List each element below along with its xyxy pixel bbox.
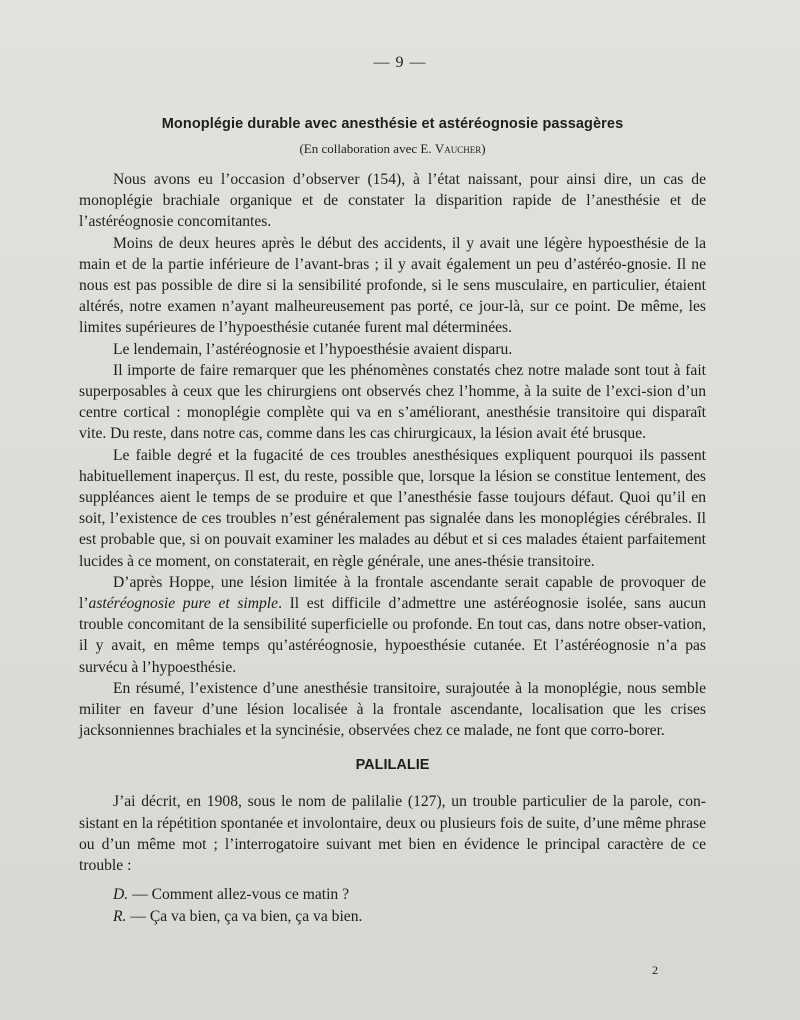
section-title-palilalie: PALILALIE	[355, 757, 430, 774]
signature-mark: 2	[652, 963, 658, 977]
dialog	[79, 884, 706, 928]
paragraph: En résumé, l’existence d’une anesthésie transitoire, surajoutée à la monoplégie, nous semble militer en faveur d’une lésion localisée à la frontale ascendante, localisation que les crises jacksonniennes brachiales et la syncinésie, observées chez ce malade, ne font que corro-borer.	[79, 679, 706, 740]
paragraph: Moins de deux heures après le début des accidents, il y avait une légère hypoesthésie de la main et de la partie inférieure de l’avant-bras ; il y avait également un peu d’astéréo-gnosie. Il ne nous est pas possible de dire si la sensibilité profonde, si le sens musculaire, en particulier, étaient altérés, notre examen n’ayant malheureusement pas porté, ce jour-là, sur ce point. De même, les limites supérieures de l’hypoesthésie cutanée furent mal déterminées.	[79, 234, 706, 337]
dialog-line	[79, 906, 706, 928]
dialog-text: — Ça va bien, ça va bien, ça va bien.	[126, 908, 363, 926]
paragraph: Nous avons eu l’occasion d’observer (154), à l’état naissant, pour ainsi dire, un cas de monoplégie brachiale organique et de constater la disparition rapide de l’anesthésie et de l’astéréognosie concomitantes.	[79, 171, 706, 231]
paragraph: Il importe de faire remarquer que les phénomènes constatés chez notre malade sont tout à fait superposables à ceux que les chirurgiens ont observés chez l’homme, à la suite de l’exci-sion d’un centre cortical : monoplégie complète qui va en s’améliorant, anesthésie transitoire qui disparaît vite. Du reste, dans notre cas, comme dans les cas chirurgicaux, la lésion avait été brusque.	[79, 361, 706, 443]
dialog-text: — Comment allez-vous ce matin ?	[128, 886, 350, 904]
dialog-line	[79, 884, 706, 906]
paragraph: Le faible degré et la fugacité de ces troubles anesthésiques expliquent pourquoi ils passent habituellement inaperçus. Il est, du reste, possible que, lorsque la lésion se constitue lentement, des suppléances aient le temps de se produire et que l’anesthésie fasse toujours défaut. Quoi qu’il en soit, l’existence de ces troubles n’est généralement pas signalée dans les monoplégies cérébrales. Il est probable que, si on pouvait examiner les malades au début et si ces malades étaient parfaitement lucides à ce moment, on constaterait, en règle générale, une anes-thésie transitoire.	[79, 446, 706, 570]
subtitle-prefix: (En collaboration avec E.	[299, 141, 435, 156]
section-title: Monoplégie durable avec anesthésie et astéréognosie passagères	[161, 116, 624, 132]
paragraph: Le lendemain, l’astéréognosie et l’hypoesthésie avaient disparu.	[113, 340, 513, 358]
paragraph: J’ai décrit, en 1908, sous le nom de palilalie (127), un trouble particulier de la parole, con-sistant en la répétition spontanée et involontaire, deux ou plusieurs fois de suite, d’une même phrase ou d’un même mot ; l’interrogatoire suivant met bien en évidence le principal caractère de ce trouble :	[79, 793, 706, 875]
page-content	[79, 116, 706, 928]
dialog-speaker: D.	[113, 886, 129, 904]
dialog-speaker: R.	[113, 908, 127, 926]
paragraph-text: D’après Hoppe, une lésion limitée à la frontale ascendante serait capable de provoquer de l’	[79, 573, 706, 613]
subtitle-suffix: )	[481, 141, 486, 156]
paragraph-italic-text: astéréognosie pure et simple	[88, 595, 279, 613]
subtitle-author: Vaucher	[434, 141, 482, 156]
paragraph-text: . Il est difficile d’admettre une astéréognosie isolée, sans aucun trouble concomitant de la sensibilité superficielle ou profonde. En tout cas, dans notre obser-vation, il y avait, en même temps qu’astéréognosie, hypoesthésie cutanée. Et l’astéréognosie n’a pas survécu à l’hypoesthésie.	[79, 595, 706, 676]
page-number: — 9 —	[373, 54, 427, 71]
section-subtitle	[79, 141, 706, 157]
paragraph-hoppe	[79, 572, 706, 678]
